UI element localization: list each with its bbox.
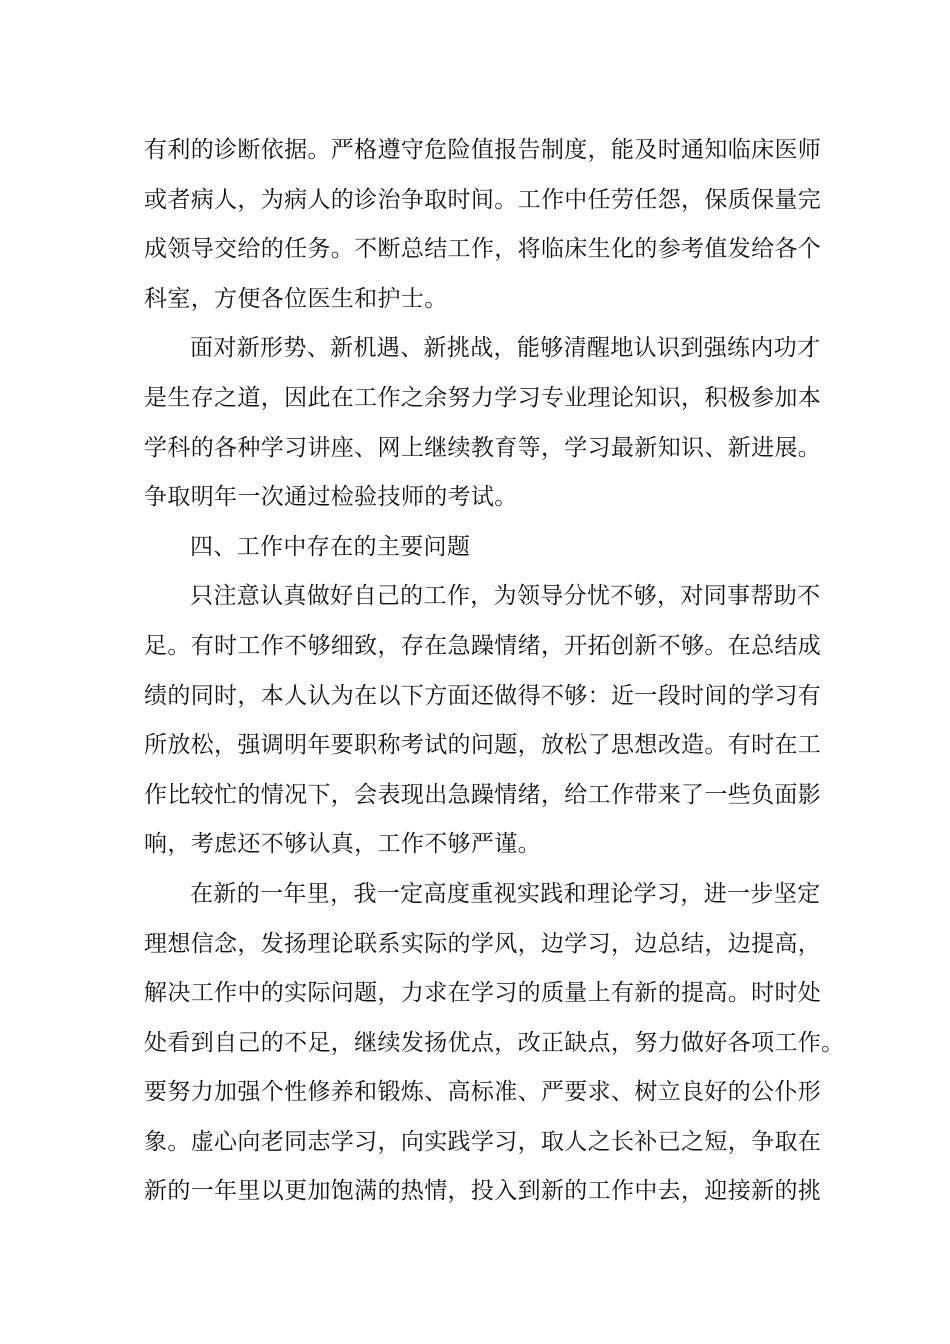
text-line: 理想信念，发扬理论联系实际的学风，边学习，边总结，边提高， [144,930,822,957]
text-line: 新的一年里以更加饱满的热情，投入到新的工作中去，迎接新的挑 [144,1178,822,1205]
text-line: 有利的诊断依据。严格遵守危险值报告制度，能及时通知临床医师 [144,137,822,163]
text-line: 或者病人，为病人的诊治争取时间。工作中任劳任怨，保质保量完 [144,186,822,213]
text-line: 象。虚心向老同志学习，向实践学习，取人之长补已之短，争取在 [144,1128,822,1155]
text-line: 在新的一年里，我一定高度重视实践和理论学习，进一步坚定 [190,880,821,907]
text-line: 成领导交给的任务。不断总结工作，将临床生化的参考值发给各个 [144,236,822,263]
text-line: 解决工作中的实际问题，力求在学习的质量上有新的提高。时时处 [144,980,822,1007]
text-line: 绩的同时，本人认为在以下方面还做得不够：近一段时间的学习有 [144,682,822,709]
text-line: 足。有时工作不够细致，存在急躁情绪，开拓创新不够。在总结成 [144,632,822,659]
text-line: 科室，方便各位医生和护士。 [144,285,448,312]
text-line: 学科的各种学习讲座、网上继续教育等，学习最新知识、新进展。 [144,434,822,461]
text-line: 响，考虑还不够认真，工作不够严谨。 [144,831,541,858]
section-heading: 四、工作中存在的主要问题 [190,533,471,560]
text-line: 是生存之道，因此在工作之余努力学习专业理论知识，积极参加本 [144,384,822,411]
text-line: 面对新形势、新机遇、新挑战，能够清醒地认识到强练内功才 [190,335,821,362]
text-line: 要努力加强个性修养和锻炼、高标准、严要求、树立良好的公仆形 [144,1079,822,1106]
text-line: 作比较忙的情况下，会表现出急躁情绪，给工作带来了一些负面影 [144,781,822,808]
text-line: 所放松，强调明年要职称考试的问题，放松了思想改造。有时在工 [144,732,822,759]
text-line: 只注意认真做好自己的工作，为领导分忧不够，对同事帮助不 [190,583,821,610]
text-line: 处看到自己的不足，继续发扬优点，改正缺点，努力做好各项工作。 [144,1029,845,1056]
text-line: 争取明年一次通过检验技师的考试。 [144,484,518,511]
body-text [144,126,845,1217]
